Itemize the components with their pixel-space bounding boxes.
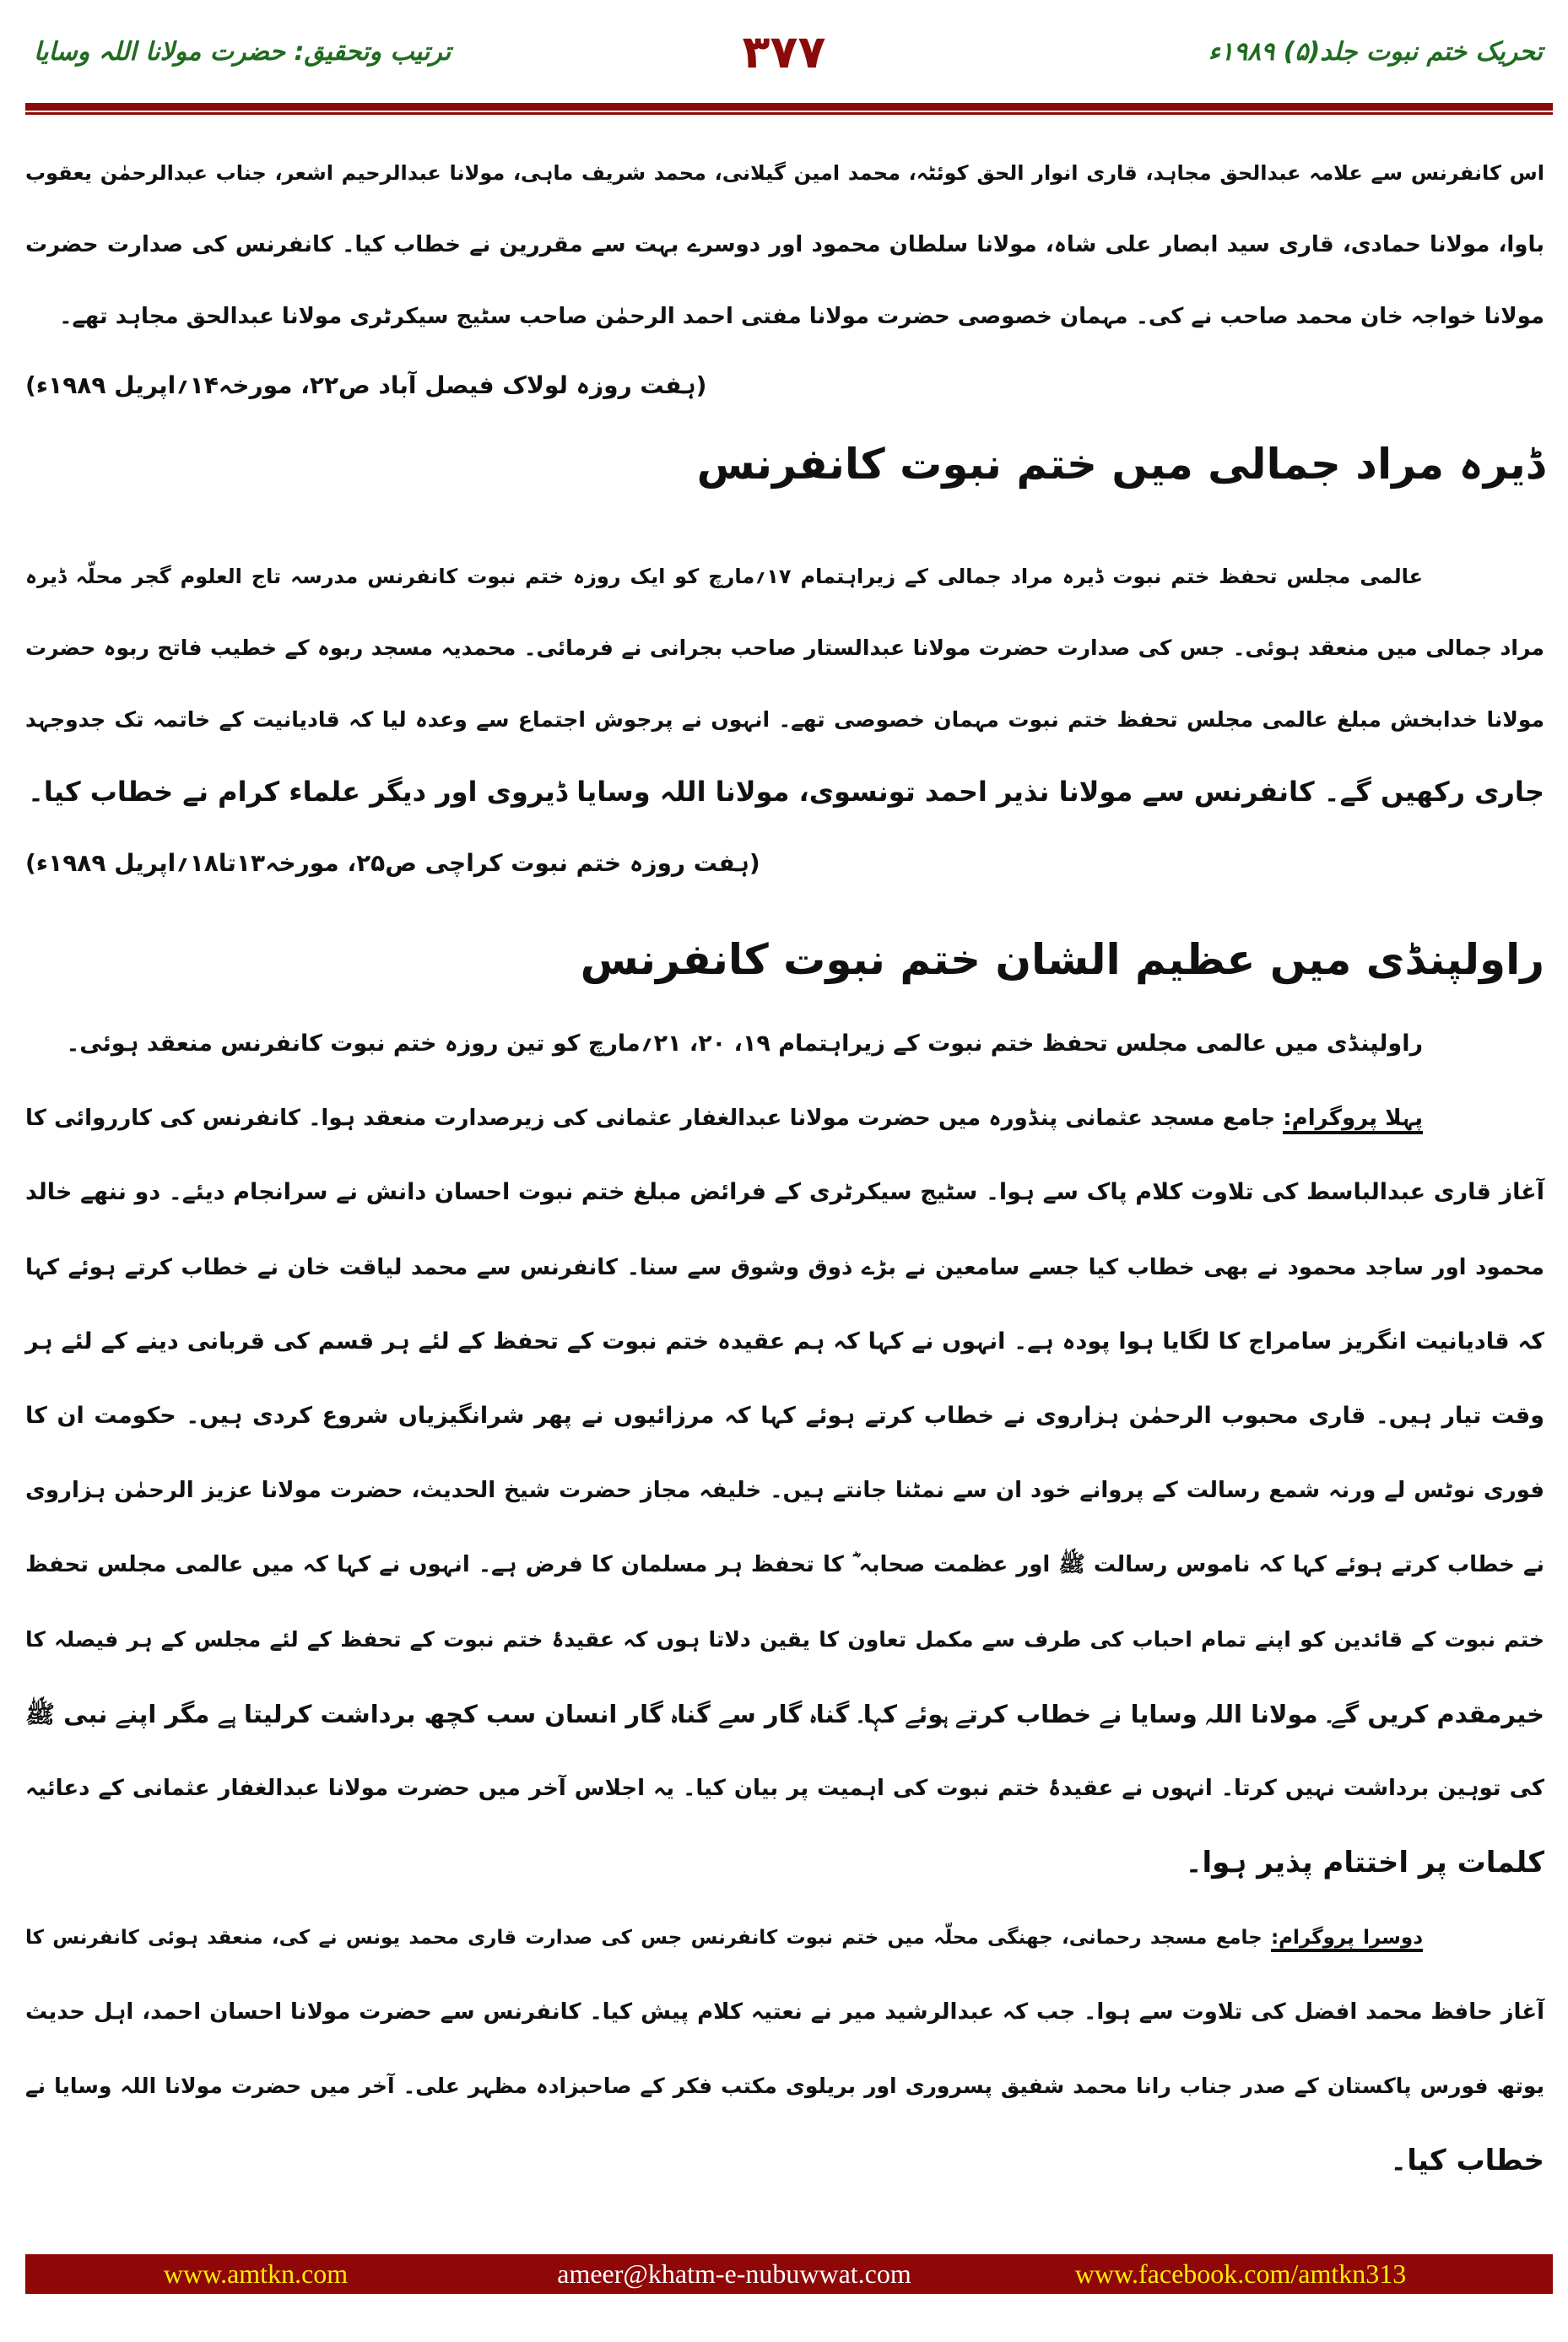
text-line: مولانا خواجہ خان محمد صاحب نے کی۔ مہمان خصوصی حضرت مولانا مفتی احمد الرحمٰن صاحب سٹیج سیکرٹری مولانا عبدالحق مجاہد تھے۔ bbox=[59, 304, 1544, 329]
text-line: مولانا خدابخش مبلغ عالمی مجلس تحفظ ختم نبوت مہمان خصوصی تھے۔ انہوں نے پرجوش اجتماع سے وعدہ لیا کہ قادیانیت کے خاتمہ تک جدوجہد bbox=[25, 707, 1544, 732]
text-line: کہ قادیانیت انگریز سامراج کا لگایا ہوا پودہ ہے۔ انہوں نے کہا کہ ہم عقیدہ ختم نبوت کے تحفظ کے لئے ہر قسم کی قربانی دینے کے لئے ہر bbox=[25, 1328, 1544, 1355]
text-line: عالمی مجلس تحفظ ختم نبوت ڈیرہ مراد جمالی کے زیراہتمام ۱۷؍مارچ کو ایک روزہ ختم نبوت کانفرنس مدرسہ تاج العلوم گجر محلّہ ڈیرہ bbox=[25, 565, 1423, 588]
book-title: تحریک ختم نبوت جلد(۵) ۱۹۸۹ء bbox=[1208, 37, 1543, 67]
email-link[interactable]: ameer@khatm-e-nubuwwat.com bbox=[557, 2258, 911, 2289]
text-line: کلمات پر اختتام پذیر ہوا۔ bbox=[1185, 1846, 1544, 1880]
text-span: جامع مسجد عثمانی پنڈورہ میں حضرت مولانا عبدالغفار عثمانی کی زیرصدارت منعقد ہوا۔ کانفرنس کی کارروائی کا bbox=[25, 1106, 1284, 1131]
text-line: خیرمقدم کریں گے۔ مولانا اللہ وسایا نے خطاب کرتے ہوئے کہا۔ گناہ گار سے گناہ گار انسان سب کچھ برداشت کرلیتا ہے مگر اپنے نبی ﷺ bbox=[25, 1700, 1544, 1728]
program-label: پہلا پروگرام: bbox=[1283, 1106, 1423, 1134]
text-line: آغاز قاری عبدالباسط کی تلاوت کلام پاک سے ہوا۔ سٹیج سیکرٹری کے فرائض مبلغ ختم نبوت احسان دانش نے سرانجام دیئے۔ دو ننھے خالد bbox=[25, 1179, 1544, 1205]
compiler-credit: ترتیب وتحقیق: حضرت مولانا اللہ وسایا bbox=[34, 37, 451, 67]
section-heading: ڈیرہ مراد جمالی میں ختم نبوت کانفرنس bbox=[696, 440, 1544, 489]
text-line bbox=[25, 1084, 1423, 1152]
text-line bbox=[25, 1904, 1423, 1971]
text-line: باوا، مولانا حمادی، قاری سید ابصار علی شاہ، مولانا سلطان محمود اور دوسرے بہت سے مقررین نے خطاب کیا۔ کانفرنس کی صدارت حضرت bbox=[25, 232, 1544, 257]
facebook-link[interactable]: www.facebook.com/amtkn313 bbox=[1074, 2258, 1407, 2289]
section-heading: راولپنڈی میں عظیم الشان ختم نبوت کانفرنس bbox=[580, 935, 1544, 984]
header-rule-thin bbox=[25, 112, 1553, 115]
text-line: خطاب کیا۔ bbox=[1390, 2144, 1544, 2177]
text-line: یوتھ فورس پاکستان کے صدر جناب رانا محمد شفیق پسروری اور بریلوی مکتب فکر کے صاحبزادہ مظہر علی۔ آخر میں حضرت مولانا اللہ وسایا نے bbox=[25, 2074, 1544, 2098]
header-rule-thick bbox=[25, 103, 1553, 111]
text-span: جامع مسجد رحمانی، جھنگی محلّہ میں ختم نبوت کانفرنس جس کی صدارت قاری محمد یونس نے کی، منعقد ہوئی کانفرنس کا bbox=[25, 1927, 1271, 1949]
text-line: کی توہین برداشت نہیں کرتا۔ انہوں نے عقیدۂ ختم نبوت کی اہمیت پر بیان کیا۔ یہ اجلاس آخر میں حضرت مولانا عبدالغفار عثمانی کے دعائیہ bbox=[25, 1776, 1545, 1801]
text-line: جاری رکھیں گے۔ کانفرنس سے مولانا نذیر احمد تونسوی، مولانا اللہ وسایا ڈیروی اور دیگر علماء کرام نے خطاب کیا۔ bbox=[28, 776, 1544, 808]
text-line: راولپنڈی میں عالمی مجلس تحفظ ختم نبوت کے زیراہتمام ۱۹، ۲۰، ۲۱؍مارچ کو تین روزہ ختم نبوت کانفرنس منعقد ہوئی۔ bbox=[66, 1030, 1423, 1057]
text-line: آغاز حافظ محمد افضل کی تلاوت سے ہوا۔ جب کہ عبدالرشید میر نے نعتیہ کلام پیش کیا۔ کانفرنس سے حضرت مولانا احسان احمد، اہل حدیث bbox=[25, 1999, 1544, 2025]
text-line: اس کانفرنس سے علامہ عبدالحق مجاہد، قاری انوار الحق کوئٹہ، محمد امین گیلانی، محمد شریف ماہی، مولانا عبدالرحیم اشعر، جناب عبدالرحمٰن یعقوب bbox=[25, 161, 1544, 185]
text-line: فوری نوٹس لے ورنہ شمع رسالت کے پروانے خود ان سے نمٹنا جانتے ہیں۔ خلیفہ مجاز حضرت شیخ الحدیث، حضرت مولانا عزیز الرحمٰن ہزاروی bbox=[25, 1478, 1544, 1503]
citation: (ہفت روزہ ختم نبوت کراچی ص۲۵، مورخہ۱۳تا۱۸؍اپریل ۱۹۸۹ء) bbox=[25, 849, 760, 877]
text-line: نے خطاب کرتے ہوئے کہا کہ ناموس رسالت ﷺ اور عظمت صحابہ ؓ کا تحفظ ہر مسلمان کا فرض ہے۔ انہوں نے کہا کہ میں عالمی مجلس تحفظ bbox=[25, 1552, 1544, 1577]
website-link[interactable]: www.amtkn.com bbox=[163, 2258, 349, 2289]
text-line: ختم نبوت کے قائدین کو اپنے تمام احباب کی طرف سے مکمل تعاون کا یقین دلاتا ہوں کہ عقیدۂ ختم نبوت کے تحفظ کے لئے مجلس کے ہر فیصلہ کا bbox=[25, 1627, 1544, 1652]
program-label: دوسرا پروگرام: bbox=[1271, 1927, 1423, 1952]
text-line: محمود اور ساجد محمود نے بھی خطاب کیا جسے سامعین نے بڑے ذوق وشوق سے سنا۔ کانفرنس سے محمد لیاقت خان نے خطاب کرتے ہوئے کہا bbox=[25, 1255, 1544, 1280]
page-number: ۳۷۷ bbox=[742, 25, 826, 78]
text-line: وقت تیار ہیں۔ قاری محبوب الرحمٰن ہزاروی نے خطاب کرتے ہوئے کہا کہ مرزائیوں نے پھر شرانگیزیاں شروع کردی ہیں۔ حکومت ان کا bbox=[25, 1403, 1544, 1429]
citation: (ہفت روزہ لولاک فیصل آباد ص۲۲، مورخہ۱۴؍اپریل ۱۹۸۹ء) bbox=[25, 371, 707, 399]
footer-bar bbox=[25, 2254, 1553, 2294]
text-line: مراد جمالی میں منعقد ہوئی۔ جس کی صدارت حضرت مولانا عبدالستار صاحب بجرانی نے فرمائی۔ محمدیہ مسجد ربوہ کے خطیب فاتح ربوہ حضرت bbox=[25, 636, 1544, 660]
